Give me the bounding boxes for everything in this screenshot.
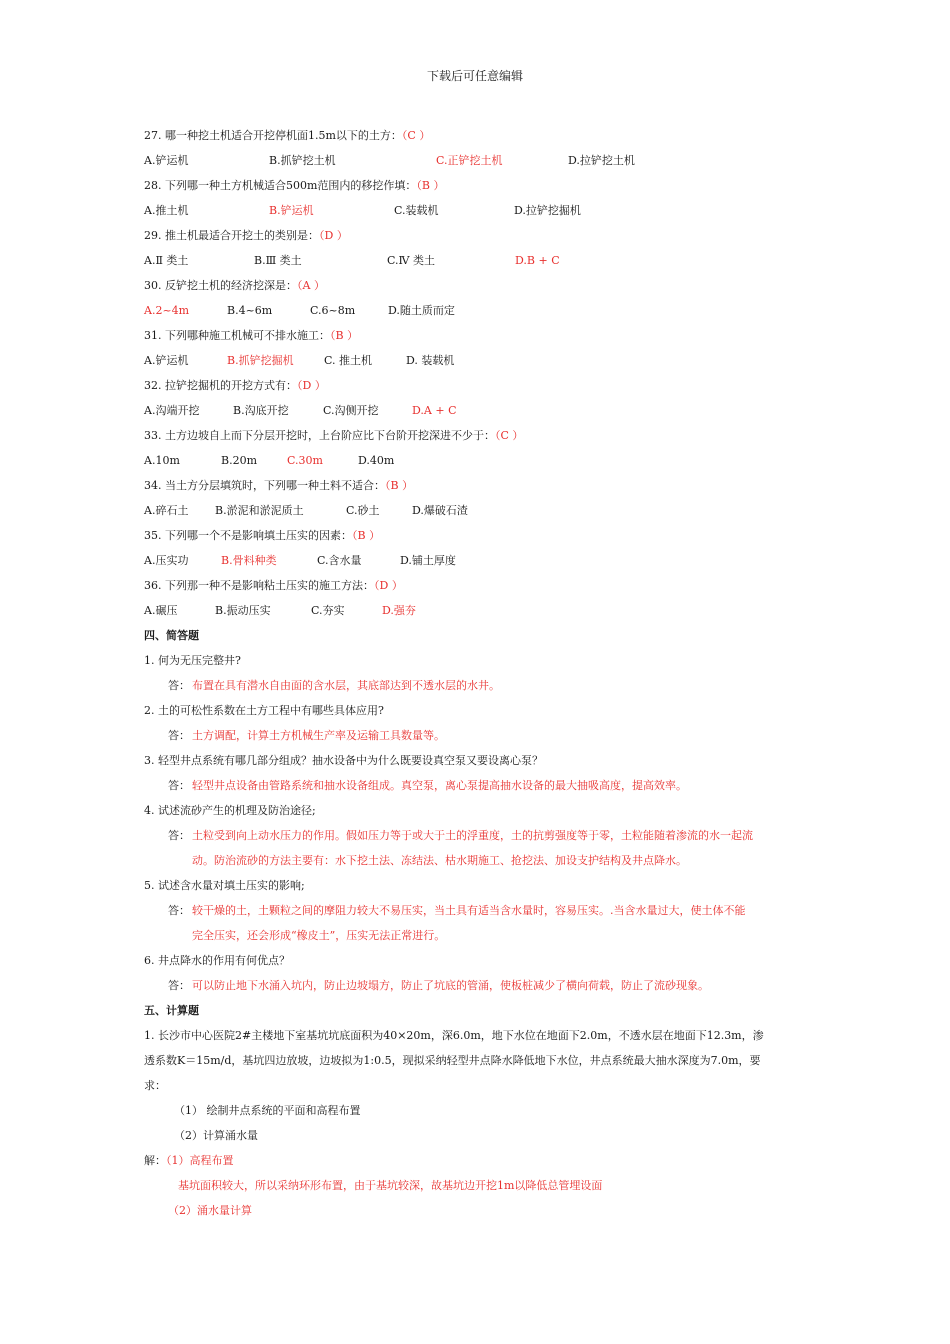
multiple-choice-section [144, 129, 814, 629]
answer [144, 679, 814, 704]
question-text: 34. 当土方分层填筑时，下列哪一种土料不适合： [144, 479, 385, 492]
question-text: 32. 拉铲挖掘机的开挖方式有： [144, 379, 297, 392]
answer-key: （D ） [297, 379, 326, 392]
answer [144, 729, 814, 754]
option-d: D.40m [358, 454, 395, 467]
answer-label: 答： [168, 779, 190, 792]
question-30 [144, 279, 814, 329]
options-row [144, 254, 814, 279]
question-34 [144, 479, 814, 529]
option-a: A.10m [144, 454, 180, 467]
requirement-2: （2）计算涌水量 [174, 1129, 258, 1142]
short-answer-2 [144, 704, 814, 754]
section-heading-calculation: 五、计算题 [144, 1004, 199, 1017]
answer-text: 轻型井点设备由管路系统和抽水设备组成。真空泵，离心泵提高抽水设备的最大抽吸高度，提高效率。 [192, 779, 687, 792]
option-b: B.抓铲挖土机 [269, 154, 336, 167]
options-row [144, 204, 814, 229]
options-row [144, 504, 814, 529]
question-text: 33. 土方边坡自上而下分层开挖时，上台阶应比下台阶开挖深进不少于： [144, 429, 495, 442]
option-c: C.6~8m [310, 304, 356, 317]
options-row [144, 454, 814, 479]
option-c: C.砂土 [346, 504, 380, 517]
answer-key: （B ） [352, 529, 381, 542]
option-a: A.铲运机 [144, 354, 189, 367]
answer [144, 898, 814, 948]
answer-text: 可以防止地下水涌入坑内，防止边坡塌方，防止了坑底的管涌，使板桩减少了横向荷载，防止了流砂现象。 [192, 979, 709, 992]
question-text: 35. 下列哪一个不是影响填土压实的因素： [144, 529, 352, 542]
question-33 [144, 429, 814, 479]
problem-line-2: 透系数K＝15m/d，基坑四边放坡，边坡拟为1:0.5，现拟采纳轻型井点降水降低地下水位，井点系统最大抽水深度为7.0m，要 [144, 1054, 761, 1067]
document-body [144, 129, 814, 1229]
option-b: B.4~6m [227, 304, 273, 317]
options-row [144, 554, 814, 579]
option-a: A.Ⅱ 类土 [144, 254, 189, 267]
answer-key: （B ） [330, 329, 359, 342]
option-c: C. 推土机 [324, 354, 373, 367]
question-text: 6. 井点降水的作用有何优点？ [144, 954, 290, 967]
option-b: B.骨料种类 [221, 554, 277, 567]
solution-step-1: （1）高程布置 [166, 1154, 234, 1167]
answer-key: （A ） [297, 279, 325, 292]
question-text: 36. 下列那一种不是影响粘土压实的施工方法： [144, 579, 374, 592]
option-d: D.拉铲挖掘机 [514, 204, 581, 217]
option-c: C.正铲挖土机 [436, 154, 503, 167]
solution-header [144, 1154, 814, 1179]
options-row [144, 154, 814, 179]
answer-text: 土方调配，计算土方机械生产率及运输工具数量等。 [192, 729, 445, 742]
problem-line-3: 求： [144, 1079, 166, 1092]
solution-label: 解： [144, 1154, 166, 1167]
question-text: 5. 试述含水量对填土压实的影响; [144, 879, 305, 892]
answer-key: （C ） [495, 429, 524, 442]
question-text: 29. 推土机最适合开挖土的类别是： [144, 229, 319, 242]
question-text: 31. 下列哪种施工机械可不排水施工： [144, 329, 330, 342]
page-header: 下载后可任意编辑 [426, 69, 523, 83]
answer-label: 答： [168, 904, 190, 917]
option-b: B.Ⅲ 类土 [254, 254, 302, 267]
option-b: B.淤泥和淤泥质土 [215, 504, 304, 517]
option-c: C.装载机 [394, 204, 439, 217]
answer [144, 979, 814, 1004]
answer-key: （B ） [416, 179, 445, 192]
options-row [144, 304, 814, 329]
option-d: D.随土质而定 [388, 304, 455, 317]
option-b: B.20m [221, 454, 258, 467]
option-b: B.抓铲挖掘机 [227, 354, 294, 367]
solution-text: 基坑面积较大，所以采纳环形布置，由于基坑较深，故基坑边开挖1m以降低总管埋设面 [178, 1179, 603, 1192]
question-32 [144, 379, 814, 429]
answer-label: 答： [168, 679, 190, 692]
short-answer-3 [144, 754, 814, 804]
calculation-problem [144, 1023, 814, 1098]
option-b: B.铲运机 [269, 204, 314, 217]
option-a: A.2~4m [144, 304, 190, 317]
question-29 [144, 229, 814, 279]
requirement-1: （1） 绘制井点系统的平面和高程布置 [174, 1104, 361, 1117]
short-answer-6 [144, 954, 814, 1004]
answer-line-1: 较干燥的土，土颗粒之间的摩阻力较大不易压实，当土具有适当含水量时，容易压实。.当含水量过大，使土体不能 [192, 904, 746, 917]
options-row [144, 354, 814, 379]
answer [144, 779, 814, 804]
option-c: C.夯实 [311, 604, 345, 617]
question-text: 2. 土的可松性系数在土方工程中有哪些具体应用? [144, 704, 384, 717]
option-d: D.拉铲挖土机 [568, 154, 635, 167]
question-27 [144, 129, 814, 179]
question-35 [144, 529, 814, 579]
question-text: 28. 下列哪一种土方机械适合500m范围内的移挖作填： [144, 179, 417, 192]
options-row [144, 404, 814, 429]
option-d: D.A + C [412, 404, 457, 417]
option-a: A.铲运机 [144, 154, 189, 167]
section-heading-short-answer: 四、简答题 [144, 629, 199, 642]
short-answer-5 [144, 879, 814, 948]
question-text: 30. 反铲挖土机的经济挖深是： [144, 279, 297, 292]
option-c: C.沟侧开挖 [323, 404, 379, 417]
option-b: B.振动压实 [215, 604, 271, 617]
answer-line-2: 完全压实，还会形成“橡皮土”，压实无法正常进行。 [192, 929, 446, 942]
answer-line-2: 动。防治流砂的方法主要有：水下挖土法、冻结法、枯水期施工、抢挖法、加设支护结构及井点降水。 [192, 854, 687, 867]
question-text: 4. 试述流砂产生的机理及防治途径; [144, 804, 316, 817]
option-a: A.压实功 [144, 554, 189, 567]
answer-key: （D ） [319, 229, 348, 242]
answer-label: 答： [168, 979, 190, 992]
answer-label: 答： [168, 729, 190, 742]
option-a: A.沟端开挖 [144, 404, 200, 417]
question-36 [144, 579, 814, 629]
question-text: 27. 哪一种挖土机适合开挖停机面1.5m以下的土方： [144, 129, 402, 142]
question-text: 3. 轻型井点系统有哪几部分组成？抽水设备中为什么既要设真空泵又要设离心泵？ [144, 754, 543, 767]
option-d: D.B + C [515, 254, 560, 267]
problem-line-1: 1. 长沙市中心医院2#主楼地下室基坑坑底面积为40×20m，深6.0m，地下水位在地面下2.0m，不透水层在地面下12.3m，渗 [144, 1029, 764, 1042]
question-31 [144, 329, 814, 379]
option-d: D.爆破石渣 [412, 504, 468, 517]
answer-key: （D ） [374, 579, 403, 592]
option-a: A.推土机 [144, 204, 189, 217]
short-answer-1 [144, 654, 814, 704]
answer-label: 答： [168, 829, 190, 842]
option-d: D. 装载机 [406, 354, 455, 367]
answer-key: （B ） [385, 479, 414, 492]
option-c: C.30m [287, 454, 323, 467]
short-answer-4 [144, 804, 814, 873]
options-row [144, 604, 814, 629]
answer-line-1: 土粒受到向上动水压力的作用。假如压力等于或大于土的浮重度，土的抗剪强度等于零，土粒能随着渗流的水一起流 [192, 829, 753, 842]
answer-key: （C ） [401, 129, 431, 142]
option-c: C.含水量 [317, 554, 362, 567]
option-c: C.Ⅳ 类土 [387, 254, 436, 267]
option-d: D.强夯 [382, 604, 416, 617]
question-text: 1. 何为无压完整井? [144, 654, 241, 667]
solution-step-2: （2）涌水量计算 [168, 1204, 252, 1217]
option-a: A.碾压 [144, 604, 178, 617]
option-a: A.碎石土 [144, 504, 189, 517]
answer-text: 布置在具有潜水自由面的含水层，其底部达到不透水层的水井。 [192, 679, 500, 692]
question-28 [144, 179, 814, 229]
answer [144, 823, 814, 873]
option-d: D.铺土厚度 [400, 554, 456, 567]
option-b: B.沟底开挖 [233, 404, 289, 417]
